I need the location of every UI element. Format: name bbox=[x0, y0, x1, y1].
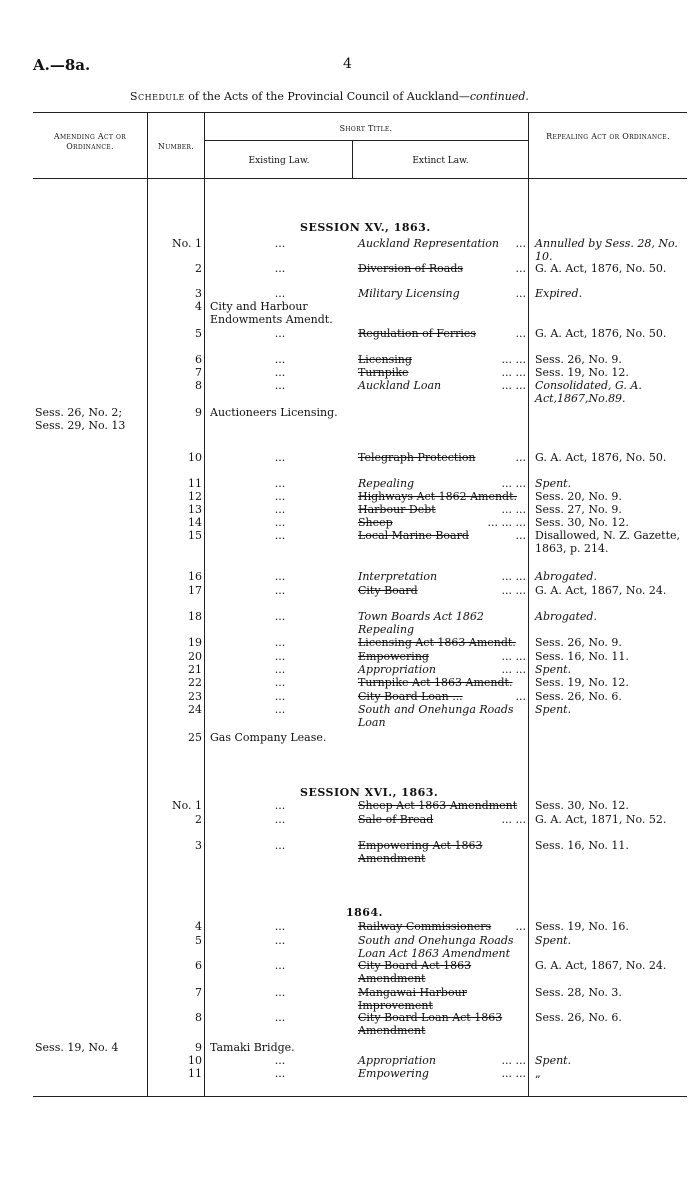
repealing-act: G. A. Act, 1867, No. 24. bbox=[535, 584, 667, 597]
existing-law: ... bbox=[274, 584, 286, 597]
extinct-law bbox=[358, 327, 526, 340]
existing-law: ... bbox=[274, 636, 286, 649]
extinct-law bbox=[358, 636, 526, 649]
extinct-law-title: Sheep bbox=[358, 516, 393, 529]
extinct-law-title: Sheep Act 1863 Amendment bbox=[358, 799, 518, 812]
extinct-law-title: South and Onehunga Roads Loan bbox=[358, 703, 514, 729]
extinct-law bbox=[358, 570, 526, 583]
existing-law: ... bbox=[274, 451, 286, 464]
act-number: 8 bbox=[195, 1011, 202, 1024]
repealing-act: Sess. 16, No. 11. bbox=[535, 839, 629, 852]
repealing-act: Sess. 20, No. 9. bbox=[535, 490, 622, 503]
act-number: 18 bbox=[188, 610, 202, 623]
repealing-act: G. A. Act, 1876, No. 50. bbox=[535, 262, 667, 275]
repealing-act: Annulled by Sess. 28, No. 10. bbox=[535, 237, 678, 263]
existing-law: ... bbox=[274, 503, 286, 516]
act-number: 10 bbox=[188, 1054, 202, 1067]
repealing-act: Sess. 26, No. 6. bbox=[535, 1011, 622, 1024]
existing-law: ... bbox=[274, 663, 286, 676]
act-number: 24 bbox=[188, 703, 202, 716]
extinct-law-title: Town Boards Act 1862 Repealing bbox=[358, 610, 484, 636]
caption-middle: of the Acts of the Provincial Council of Auckland— bbox=[184, 90, 470, 103]
extinct-law-title: South and Onehunga Roads Loan Act 1863 Amendment bbox=[358, 934, 514, 960]
extinct-law-title: Diversion of Roads bbox=[358, 262, 464, 275]
repealing-act: Consolidated, G. A. Act,1867,No.89. bbox=[535, 379, 642, 405]
leader-dots: ... ... bbox=[501, 477, 526, 490]
document-code: A.—8a. bbox=[33, 56, 91, 74]
leader-dots: ... ... bbox=[501, 570, 526, 583]
existing-law: ... bbox=[274, 1054, 286, 1067]
col-header-repealing: Repealing Act or Ordinance. bbox=[546, 132, 670, 141]
act-number: 3 bbox=[195, 287, 202, 300]
col-divider-2 bbox=[204, 112, 205, 1096]
leader-dots: ... ... ... bbox=[487, 516, 526, 529]
extinct-law bbox=[358, 703, 526, 729]
repealing-act: Spent. bbox=[535, 477, 572, 490]
act-number: 25 bbox=[188, 731, 202, 744]
extinct-law-title: Empowering bbox=[358, 650, 429, 663]
act-number: 9 bbox=[195, 406, 202, 419]
extinct-law bbox=[358, 529, 526, 542]
header-bottom-rule bbox=[33, 178, 687, 179]
existing-law: ... bbox=[274, 287, 286, 300]
extinct-law bbox=[358, 1054, 526, 1067]
act-number: 2 bbox=[195, 813, 202, 826]
extinct-law bbox=[358, 503, 526, 516]
extinct-law bbox=[358, 477, 526, 490]
extinct-law-title: Mangawai Harbour Improvement bbox=[358, 986, 467, 1012]
act-number: 14 bbox=[188, 516, 202, 529]
extinct-law bbox=[358, 262, 526, 275]
extinct-law-title: City Board Loan Act 1863 Amendment bbox=[358, 1011, 503, 1037]
existing-law: ... bbox=[274, 690, 286, 703]
col-divider-4 bbox=[528, 112, 529, 1096]
extinct-law-title: Highways Act 1862 Amendt. bbox=[358, 490, 518, 503]
existing-law: City and Harbour Endowments Amendt. bbox=[210, 300, 333, 326]
col-divider-1 bbox=[147, 112, 148, 1096]
existing-law: Gas Company Lease. bbox=[210, 731, 327, 744]
extinct-law bbox=[358, 663, 526, 676]
repealing-act: Sess. 16, No. 11. bbox=[535, 650, 629, 663]
extinct-law-title: Empowering Act 1863 Amendment bbox=[358, 839, 483, 865]
repealing-act: Spent. bbox=[535, 703, 572, 716]
existing-law: ... bbox=[274, 490, 286, 503]
repealing-act: G. A. Act, 1876, No. 50. bbox=[535, 327, 667, 340]
existing-law: ... bbox=[274, 262, 286, 275]
extinct-law bbox=[358, 676, 526, 689]
leader-dots: ... bbox=[515, 690, 526, 703]
session-heading: SESSION XVI., 1863. bbox=[300, 786, 439, 799]
extinct-law-title: Local Marine Board bbox=[358, 529, 469, 542]
extinct-law bbox=[358, 813, 526, 826]
existing-law: ... bbox=[274, 1011, 286, 1024]
session-heading: SESSION XV., 1863. bbox=[300, 221, 431, 234]
extinct-law bbox=[358, 959, 526, 985]
act-number: 8 bbox=[195, 379, 202, 392]
act-number: 3 bbox=[195, 839, 202, 852]
act-number: 5 bbox=[195, 934, 202, 947]
existing-law: ... bbox=[274, 327, 286, 340]
act-number: 10 bbox=[188, 451, 202, 464]
extinct-law bbox=[358, 610, 526, 636]
repealing-act: Sess. 26, No. 6. bbox=[535, 690, 622, 703]
extinct-law bbox=[358, 516, 526, 529]
repealing-act: Sess. 19, No. 12. bbox=[535, 366, 629, 379]
act-number: 21 bbox=[188, 663, 202, 676]
schedule-caption bbox=[130, 90, 529, 103]
extinct-law-title: Military Licensing bbox=[358, 287, 460, 300]
act-number: 11 bbox=[188, 477, 202, 490]
repealing-act: Expired. bbox=[535, 287, 583, 300]
repealing-act: Spent. bbox=[535, 1054, 572, 1067]
existing-law: ... bbox=[274, 676, 286, 689]
extinct-law-title: Turnpike Act 1863 Amendt. bbox=[358, 676, 513, 689]
repealing-act: Disallowed, N. Z. Gazette, 1863, p. 214. bbox=[535, 529, 681, 555]
col-header-amending: Amending Act or Ordinance. bbox=[53, 132, 127, 151]
extinct-law-title: Appropriation bbox=[358, 663, 436, 676]
leader-dots: ... ... bbox=[501, 379, 526, 392]
repealing-act: Abrogated. bbox=[535, 570, 597, 583]
leader-dots: ... ... bbox=[501, 663, 526, 676]
repealing-act: Sess. 27, No. 9. bbox=[535, 503, 622, 516]
repealing-act: Sess. 28, No. 3. bbox=[535, 986, 622, 999]
act-number: 4 bbox=[195, 920, 202, 933]
extinct-law bbox=[358, 584, 526, 597]
extinct-law-title: City Board bbox=[358, 584, 418, 597]
extinct-law-title: Empowering bbox=[358, 1067, 429, 1080]
existing-law: Tamaki Bridge. bbox=[210, 1041, 295, 1054]
short-title-rule bbox=[204, 140, 528, 141]
table-bottom-rule bbox=[33, 1096, 687, 1097]
act-number: 9 bbox=[195, 1041, 202, 1054]
act-number: 4 bbox=[195, 300, 202, 313]
existing-law: ... bbox=[274, 610, 286, 623]
repealing-act: Sess. 19, No. 12. bbox=[535, 676, 629, 689]
repealing-act: „ bbox=[535, 1067, 541, 1080]
repealing-act: G. A. Act, 1867, No. 24. bbox=[535, 959, 667, 972]
col-header-short-title: Short Title. bbox=[339, 124, 393, 133]
extinct-law-title: Telegraph Protection bbox=[358, 451, 476, 464]
amending-act: Sess. 19, No. 4 bbox=[35, 1041, 119, 1054]
act-number: 11 bbox=[188, 1067, 202, 1080]
existing-law: ... bbox=[274, 959, 286, 972]
existing-law: ... bbox=[274, 516, 286, 529]
leader-dots: ... bbox=[515, 529, 526, 542]
repealing-act: Sess. 30, No. 12. bbox=[535, 516, 629, 529]
leader-dots: ... bbox=[515, 262, 526, 275]
extinct-law-title: Sale of Bread bbox=[358, 813, 434, 826]
col-header-number: Number. bbox=[157, 142, 195, 151]
act-number: No. 1 bbox=[171, 237, 202, 250]
extinct-law-title: Appropriation bbox=[358, 1054, 436, 1067]
repealing-act: G. A. Act, 1871, No. 52. bbox=[535, 813, 667, 826]
extinct-law bbox=[358, 934, 526, 960]
leader-dots: ... ... bbox=[501, 813, 526, 826]
extinct-law bbox=[358, 1067, 526, 1080]
page-number: 4 bbox=[343, 56, 352, 72]
extinct-law bbox=[358, 690, 526, 703]
extinct-law-title: Railway Commissioners bbox=[358, 920, 492, 933]
leader-dots: ... ... bbox=[501, 650, 526, 663]
act-number: 5 bbox=[195, 327, 202, 340]
repealing-act: Abrogated. bbox=[535, 610, 597, 623]
existing-law: ... bbox=[274, 799, 286, 812]
extinct-law-title: Auckland Representation bbox=[358, 237, 500, 250]
extinct-law-title: Regulation of Ferries bbox=[358, 327, 477, 340]
existing-law: ... bbox=[274, 237, 286, 250]
session-heading: 1864. bbox=[346, 906, 383, 919]
act-number: 16 bbox=[188, 570, 202, 583]
act-number: 2 bbox=[195, 262, 202, 275]
existing-law: ... bbox=[274, 379, 286, 392]
leader-dots: ... bbox=[515, 237, 526, 250]
caption-suffix: continued. bbox=[469, 90, 529, 103]
leader-dots: ... ... bbox=[501, 503, 526, 516]
repealing-act: Sess. 26, No. 9. bbox=[535, 636, 622, 649]
act-number: 6 bbox=[195, 353, 202, 366]
extinct-law bbox=[358, 353, 526, 366]
caption-prefix: Schedule bbox=[130, 90, 185, 103]
existing-law: ... bbox=[274, 703, 286, 716]
act-number: 7 bbox=[195, 366, 202, 379]
extinct-law bbox=[358, 799, 526, 812]
existing-law: ... bbox=[274, 934, 286, 947]
extinct-law-title: Auckland Loan bbox=[358, 379, 442, 392]
extinct-law bbox=[358, 237, 526, 250]
extinct-law bbox=[358, 366, 526, 379]
existing-law: ... bbox=[274, 529, 286, 542]
leader-dots: ... bbox=[515, 920, 526, 933]
existing-law: Auctioneers Licensing. bbox=[210, 406, 338, 419]
leader-dots: ... ... bbox=[501, 1054, 526, 1067]
act-number: 23 bbox=[188, 690, 202, 703]
extinct-law bbox=[358, 1011, 526, 1037]
existing-law: ... bbox=[274, 366, 286, 379]
act-number: 19 bbox=[188, 636, 202, 649]
existing-law: ... bbox=[274, 813, 286, 826]
col-header-extinct: Extinct Law. bbox=[412, 156, 469, 166]
extinct-law-title: Interpretation bbox=[358, 570, 438, 583]
extinct-law bbox=[358, 986, 526, 1012]
extinct-law bbox=[358, 650, 526, 663]
existing-law: ... bbox=[274, 353, 286, 366]
act-number: 20 bbox=[188, 650, 202, 663]
act-number: 7 bbox=[195, 986, 202, 999]
extinct-law-title: Harbour Debt bbox=[358, 503, 436, 516]
extinct-law bbox=[358, 490, 526, 503]
act-number: 15 bbox=[188, 529, 202, 542]
existing-law: ... bbox=[274, 986, 286, 999]
leader-dots: ... bbox=[515, 451, 526, 464]
extinct-law-title: City Board Loan ... bbox=[358, 690, 463, 703]
repealing-act: Spent. bbox=[535, 934, 572, 947]
extinct-law bbox=[358, 839, 526, 865]
act-number: No. 1 bbox=[171, 799, 202, 812]
extinct-law-title: Licensing bbox=[358, 353, 412, 366]
leader-dots: ... bbox=[515, 287, 526, 300]
leader-dots: ... ... bbox=[501, 366, 526, 379]
extinct-law-title: City Board Act 1863 Amendment bbox=[358, 959, 472, 985]
leader-dots: ... ... bbox=[501, 584, 526, 597]
extinct-law bbox=[358, 379, 526, 392]
existing-law: ... bbox=[274, 1067, 286, 1080]
repealing-act: Sess. 19, No. 16. bbox=[535, 920, 629, 933]
extinct-law-title: Repealing bbox=[358, 477, 415, 490]
act-number: 12 bbox=[188, 490, 202, 503]
extinct-law bbox=[358, 451, 526, 464]
extinct-law bbox=[358, 920, 526, 933]
existing-law: ... bbox=[274, 650, 286, 663]
repealing-act: G. A. Act, 1876, No. 50. bbox=[535, 451, 667, 464]
table-top-rule bbox=[33, 112, 687, 113]
extinct-law-title: Licensing Act 1863 Amendt. bbox=[358, 636, 516, 649]
act-number: 22 bbox=[188, 676, 202, 689]
leader-dots: ... ... bbox=[501, 1067, 526, 1080]
existing-law: ... bbox=[274, 839, 286, 852]
leader-dots: ... ... bbox=[501, 353, 526, 366]
act-number: 6 bbox=[195, 959, 202, 972]
amending-act: Sess. 26, No. 2; Sess. 29, No. 13 bbox=[35, 406, 126, 432]
existing-law: ... bbox=[274, 920, 286, 933]
repealing-act: Sess. 26, No. 9. bbox=[535, 353, 622, 366]
extinct-law bbox=[358, 287, 526, 300]
act-number: 17 bbox=[188, 584, 202, 597]
act-number: 13 bbox=[188, 503, 202, 516]
existing-law: ... bbox=[274, 570, 286, 583]
leader-dots: ... bbox=[515, 327, 526, 340]
repealing-act: Spent. bbox=[535, 663, 572, 676]
col-header-existing: Existing Law. bbox=[248, 156, 310, 166]
extinct-law-title: Turnpike bbox=[358, 366, 409, 379]
existing-law: ... bbox=[274, 477, 286, 490]
repealing-act: Sess. 30, No. 12. bbox=[535, 799, 629, 812]
